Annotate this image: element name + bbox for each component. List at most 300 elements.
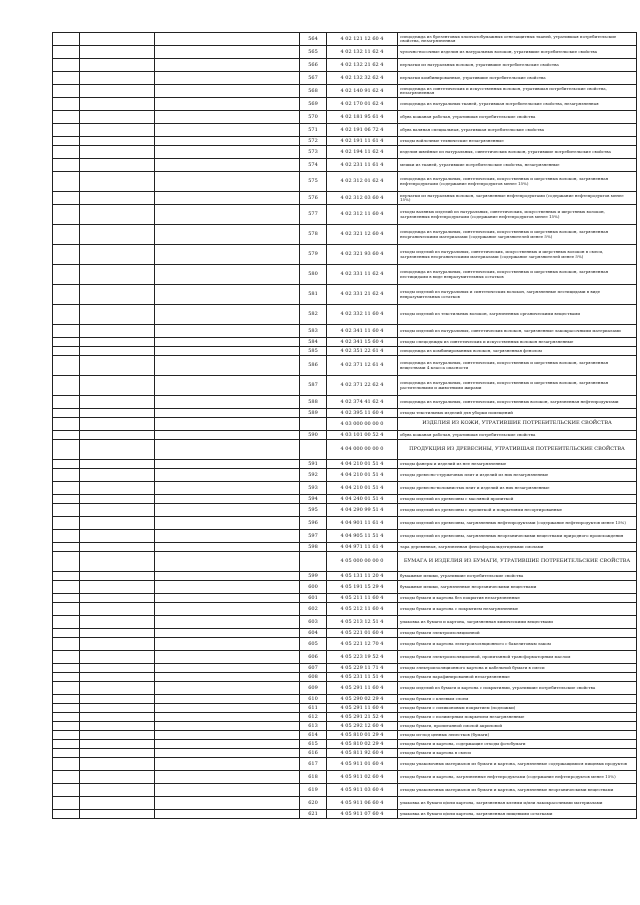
empty-cell	[80, 59, 155, 72]
empty-cell	[53, 771, 80, 784]
empty-cell	[80, 495, 155, 504]
empty-cell	[155, 305, 300, 325]
waste-code-cell: 4 02 341 11 60 4	[327, 325, 398, 338]
empty-cell	[53, 396, 80, 409]
empty-cell	[53, 797, 80, 810]
table-row	[53, 146, 637, 159]
row-number-cell: 596	[300, 517, 327, 530]
empty-cell	[53, 33, 80, 46]
empty-cell	[80, 409, 155, 418]
waste-name-cell: упаковка из бумаги и/или картона, загрязненная пищевыми остатками	[398, 810, 637, 819]
waste-name-cell: мешки из тканей, утратившие потребительские свойства, незагрязненные	[398, 159, 637, 172]
waste-name-cell: спецодежда из комбинированных волокон, загрязненная фенолом	[398, 347, 637, 356]
row-number-cell: 581	[300, 285, 327, 305]
waste-name-cell: отходы упаковочных материалов из бумаги и картона, загрязненные содержащимися пищевых продуктов	[398, 758, 637, 771]
empty-cell	[155, 46, 300, 59]
row-number-cell: 572	[300, 137, 327, 146]
empty-cell	[53, 810, 80, 819]
row-number-cell: 568	[300, 85, 327, 98]
waste-name-cell: изделия швейные из натуральных, синтетических волокон, утратившие потребительские свойства	[398, 146, 637, 159]
row-number-cell: 570	[300, 111, 327, 124]
empty-cell	[53, 543, 80, 552]
waste-code-cell: 4 03 101 00 52 4	[327, 431, 398, 440]
row-number-cell: 577	[300, 205, 327, 225]
waste-name-cell: ПРОДУКЦИЯ ИЗ ДРЕВЕСИНЫ, УТРАТИВШАЯ ПОТРЕБИТЕЛЬСКИЕ СВОЙСТВА	[398, 440, 637, 460]
empty-cell	[80, 704, 155, 713]
waste-name-cell: отходы изделий из бумаги и картона с покрытиями, утратившие потребительские свойства	[398, 682, 637, 695]
empty-cell	[155, 172, 300, 192]
empty-cell	[53, 629, 80, 638]
waste-name-cell: спецодежда из натуральных, синтетических, искусственных и шерстяных волокон, загрязненная веществами 4 класса опасности	[398, 356, 637, 376]
empty-cell	[80, 797, 155, 810]
empty-cell	[155, 722, 300, 731]
table-row	[53, 172, 637, 192]
empty-cell	[80, 305, 155, 325]
waste-code-cell: 4 02 395 11 60 4	[327, 409, 398, 418]
empty-cell	[155, 713, 300, 722]
row-number-cell: 609	[300, 682, 327, 695]
row-number-cell: 588	[300, 396, 327, 409]
empty-cell	[155, 810, 300, 819]
waste-name-cell: спецодежда из натуральных, синтетических, искусственных волокон, загрязненная нефтепродуктами	[398, 396, 637, 409]
empty-cell	[80, 594, 155, 603]
empty-cell	[53, 205, 80, 225]
empty-cell	[155, 33, 300, 46]
empty-cell	[80, 713, 155, 722]
waste-code-cell: 4 04 210 01 51 4	[327, 469, 398, 482]
waste-name-cell: отходы бумаги парафинированной незагрязненные	[398, 673, 637, 682]
empty-cell	[155, 673, 300, 682]
table-row	[53, 629, 637, 638]
row-number-cell: 575	[300, 172, 327, 192]
waste-name-cell: отходы из-под ценных лепестков (бумаги)	[398, 731, 637, 740]
empty-cell	[80, 192, 155, 205]
empty-cell	[155, 431, 300, 440]
empty-cell	[80, 758, 155, 771]
waste-name-cell: отходы изделий из древесины с пропиткой и покрытиями несортированные	[398, 504, 637, 517]
row-number-cell: 602	[300, 603, 327, 616]
waste-name-cell: отходы бумаги с клеевым слоем	[398, 695, 637, 704]
waste-code-cell: 4 02 351 22 61 4	[327, 347, 398, 356]
table-row	[53, 482, 637, 495]
empty-cell	[155, 396, 300, 409]
empty-cell	[53, 517, 80, 530]
table-row	[53, 638, 637, 651]
waste-code-cell: 4 05 911 03 60 4	[327, 784, 398, 797]
waste-name-cell: отходы бумаги, пропитанной смолой акриловой	[398, 722, 637, 731]
table-row	[53, 695, 637, 704]
waste-code-cell: 4 02 132 32 62 4	[327, 72, 398, 85]
table-row	[53, 530, 637, 543]
table-row	[53, 33, 637, 46]
empty-cell	[53, 137, 80, 146]
table-row	[53, 810, 637, 819]
row-number-cell: 574	[300, 159, 327, 172]
empty-cell	[80, 616, 155, 629]
row-number-cell: 610	[300, 695, 327, 704]
row-number-cell: 576	[300, 192, 327, 205]
row-number-cell: 586	[300, 356, 327, 376]
empty-cell	[80, 552, 155, 572]
table-row	[53, 396, 637, 409]
waste-name-cell: отходы фанеры и изделий из нее незагрязненные	[398, 460, 637, 469]
waste-code-cell: 4 05 911 02 60 4	[327, 771, 398, 784]
waste-name-cell: отходы изделий из натуральных и синтетических волокон, загрязненные пестицидами в виде невразумительных остатков	[398, 285, 637, 305]
row-number-cell: 592	[300, 469, 327, 482]
empty-cell	[53, 581, 80, 594]
row-number-cell: 601	[300, 594, 327, 603]
row-number-cell: 583	[300, 325, 327, 338]
waste-name-cell: БУМАГА И ИЗДЕЛИЯ ИЗ БУМАГИ, УТРАТИВШИЕ ПОТРЕБИТЕЛЬСКИЕ СВОЙСТВА	[398, 552, 637, 572]
empty-cell	[80, 440, 155, 460]
table-row	[53, 265, 637, 285]
waste-code-cell: 4 05 291 21 52 4	[327, 713, 398, 722]
waste-name-cell: перчатки из натуральных волокон, загрязненные нефтепродуктами (содержание нефтепродуктов менее 15%)	[398, 192, 637, 205]
empty-cell	[53, 46, 80, 59]
empty-cell	[53, 225, 80, 245]
empty-cell	[80, 338, 155, 347]
row-number-cell: 618	[300, 771, 327, 784]
empty-cell	[155, 285, 300, 305]
empty-cell	[80, 159, 155, 172]
empty-cell	[80, 265, 155, 285]
waste-code-cell: 4 03 000 00 00 0	[327, 418, 398, 431]
empty-cell	[80, 673, 155, 682]
row-number-cell: 608	[300, 673, 327, 682]
row-number-cell: 600	[300, 581, 327, 594]
table-row	[53, 673, 637, 682]
empty-cell	[80, 530, 155, 543]
waste-code-cell: 4 04 905 11 51 4	[327, 530, 398, 543]
table-row	[53, 124, 637, 137]
row-number-cell: 571	[300, 124, 327, 137]
row-number-cell: 605	[300, 638, 327, 651]
row-number-cell: 593	[300, 482, 327, 495]
table-row	[53, 111, 637, 124]
waste-name-cell: отходы войлочные технические незагрязненные	[398, 137, 637, 146]
waste-code-cell: 4 02 231 11 61 4	[327, 159, 398, 172]
waste-code-cell: 4 04 240 01 51 4	[327, 495, 398, 504]
empty-cell	[80, 749, 155, 758]
table-row	[53, 356, 637, 376]
row-number-cell: 604	[300, 629, 327, 638]
waste-code-cell: 4 02 181 95 61 4	[327, 111, 398, 124]
table-row	[53, 225, 637, 245]
row-number-cell: 564	[300, 33, 327, 46]
table-row	[53, 409, 637, 418]
row-number-cell: 598	[300, 543, 327, 552]
empty-cell	[155, 72, 300, 85]
table-row	[53, 338, 637, 347]
empty-cell	[80, 137, 155, 146]
empty-cell	[155, 638, 300, 651]
empty-cell	[80, 731, 155, 740]
table-row	[53, 572, 637, 581]
empty-cell	[155, 504, 300, 517]
empty-cell	[155, 225, 300, 245]
waste-code-cell: 4 05 000 00 00 0	[327, 552, 398, 572]
empty-cell	[53, 111, 80, 124]
empty-cell	[80, 431, 155, 440]
empty-cell	[80, 356, 155, 376]
waste-name-cell: спецодежда из натуральных тканей, утратившая потребительские свойства, незагрязненная	[398, 98, 637, 111]
empty-cell	[155, 731, 300, 740]
waste-code-cell: 4 05 131 11 20 4	[327, 572, 398, 581]
empty-cell	[53, 376, 80, 396]
empty-cell	[53, 356, 80, 376]
empty-cell	[155, 543, 300, 552]
waste-code-cell: 4 02 371 12 61 4	[327, 356, 398, 376]
empty-cell	[53, 682, 80, 695]
waste-code-cell: 4 02 374 41 62 4	[327, 396, 398, 409]
waste-code-cell: 4 02 321 12 60 4	[327, 225, 398, 245]
empty-cell	[53, 146, 80, 159]
waste-name-cell: ИЗДЕЛИЯ ИЗ КОЖИ, УТРАТИВШИЕ ПОТРЕБИТЕЛЬСКИЕ СВОЙСТВА	[398, 418, 637, 431]
empty-cell	[80, 469, 155, 482]
empty-cell	[53, 713, 80, 722]
table-row	[53, 504, 637, 517]
waste-code-cell: 4 02 132 21 62 4	[327, 59, 398, 72]
table-row	[53, 664, 637, 673]
empty-cell	[80, 225, 155, 245]
empty-cell	[53, 740, 80, 749]
row-number-cell: 614	[300, 731, 327, 740]
empty-cell	[80, 581, 155, 594]
empty-cell	[80, 629, 155, 638]
table-row	[53, 59, 637, 72]
empty-cell	[53, 731, 80, 740]
empty-cell	[80, 285, 155, 305]
row-number-cell: 620	[300, 797, 327, 810]
waste-name-cell: обувь кожаная рабочая, утратившая потребительские свойства	[398, 431, 637, 440]
row-number-cell: 565	[300, 46, 327, 59]
waste-name-cell: отходы бумаги и картона без покрытия незагрязненные	[398, 594, 637, 603]
empty-cell	[80, 543, 155, 552]
waste-name-cell: отходы электроизоляционного картона и кабельной бумаги в смеси	[398, 664, 637, 673]
waste-code-cell: 4 04 210 01 51 4	[327, 482, 398, 495]
table-row	[53, 651, 637, 664]
waste-code-cell: 4 05 229 11 71 4	[327, 664, 398, 673]
empty-cell	[80, 482, 155, 495]
table-row	[53, 376, 637, 396]
waste-name-cell: отходы изделий из текстильных волокон, загрязненных органическими веществами	[398, 305, 637, 325]
empty-cell	[80, 682, 155, 695]
empty-cell	[155, 59, 300, 72]
waste-code-cell: 4 02 191 11 61 4	[327, 137, 398, 146]
empty-cell	[80, 651, 155, 664]
row-number-cell: 578	[300, 225, 327, 245]
empty-cell	[53, 664, 80, 673]
waste-code-cell: 4 04 210 01 51 4	[327, 460, 398, 469]
empty-cell	[80, 784, 155, 797]
waste-name-cell: спецодежда из брезентовых хлопчатобумажных огнезащитных тканей, утратившая потребительские свойства, незагрязненная	[398, 33, 637, 46]
waste-name-cell: перчатки из натуральных волокон, утратившие потребительские свойства	[398, 59, 637, 72]
empty-cell	[80, 396, 155, 409]
row-number-cell: 569	[300, 98, 327, 111]
empty-cell	[155, 482, 300, 495]
empty-cell	[155, 159, 300, 172]
table-row	[53, 603, 637, 616]
empty-cell	[155, 347, 300, 356]
empty-cell	[53, 172, 80, 192]
waste-code-cell: 4 02 341 15 60 4	[327, 338, 398, 347]
table-row	[53, 245, 637, 265]
waste-name-cell: отходы бумаги с силиконовым покрытием (подложки)	[398, 704, 637, 713]
table-row	[53, 682, 637, 695]
waste-name-cell: спецодежда из натуральных, синтетических, искусственных и шерстяных волокон, загрязненная нефтепродуктами (содержание нефтепродуктов менее 15%)	[398, 172, 637, 192]
table-row	[53, 749, 637, 758]
row-number-cell: 607	[300, 664, 327, 673]
empty-cell	[155, 356, 300, 376]
waste-code-cell: 4 04 901 11 61 4	[327, 517, 398, 530]
waste-name-cell: отходы бумаги с полимерным покрытием незагрязненные	[398, 713, 637, 722]
waste-code-cell: 4 02 194 11 62 4	[327, 146, 398, 159]
table-row	[53, 517, 637, 530]
empty-cell	[155, 98, 300, 111]
row-number-cell: 603	[300, 616, 327, 629]
empty-cell	[53, 616, 80, 629]
waste-code-cell: 4 05 211 11 60 4	[327, 594, 398, 603]
empty-cell	[53, 338, 80, 347]
empty-cell	[155, 205, 300, 225]
waste-code-cell: 4 04 000 00 00 0	[327, 440, 398, 460]
table-row	[53, 704, 637, 713]
table-row	[53, 469, 637, 482]
waste-code-cell: 4 02 331 21 62 4	[327, 285, 398, 305]
empty-cell	[155, 338, 300, 347]
empty-cell	[155, 111, 300, 124]
row-number-cell: 590	[300, 431, 327, 440]
empty-cell	[155, 572, 300, 581]
empty-cell	[53, 98, 80, 111]
table-row	[53, 581, 637, 594]
empty-cell	[155, 682, 300, 695]
waste-code-cell: 4 05 911 06 60 4	[327, 797, 398, 810]
row-number-cell: 599	[300, 572, 327, 581]
waste-name-cell: перчатки комбинированные, утратившие потребительские свойства	[398, 72, 637, 85]
empty-cell	[80, 695, 155, 704]
empty-cell	[155, 594, 300, 603]
empty-cell	[53, 431, 80, 440]
table-row	[53, 713, 637, 722]
empty-cell	[80, 722, 155, 731]
waste-code-cell: 4 05 911 07 60 4	[327, 810, 398, 819]
empty-cell	[80, 245, 155, 265]
empty-cell	[80, 33, 155, 46]
waste-name-cell: отходы бумаги электроизоляционной	[398, 629, 637, 638]
waste-code-cell: 4 05 290 02 29 4	[327, 695, 398, 704]
waste-name-cell: спецодежда из синтетических и искусственных волокон, утратившая потребительские свойства, незагрязненная	[398, 85, 637, 98]
waste-code-cell: 4 05 291 11 60 4	[327, 682, 398, 695]
empty-cell	[53, 409, 80, 418]
empty-cell	[53, 673, 80, 682]
empty-cell	[53, 245, 80, 265]
empty-cell	[155, 146, 300, 159]
waste-name-cell: отходы древесно-волокнистых плит и изделий из них незагрязненные	[398, 482, 637, 495]
empty-cell	[53, 758, 80, 771]
table-row	[53, 616, 637, 629]
empty-cell	[155, 749, 300, 758]
table-row	[53, 758, 637, 771]
waste-name-cell: отходы текстильных изделий для уборки помещений	[398, 409, 637, 418]
table-row	[53, 192, 637, 205]
table-row	[53, 72, 637, 85]
row-number-cell: 597	[300, 530, 327, 543]
empty-cell	[80, 376, 155, 396]
waste-name-cell: спецодежда из натуральных, синтетических, искусственных и шерстяных волокон, загрязненная неорганическими материалами (содержание загрязнителей менее 5%)	[398, 225, 637, 245]
table-row	[53, 722, 637, 731]
waste-code-cell: 4 05 221 12 70 4	[327, 638, 398, 651]
waste-name-cell: спецодежда из натуральных, синтетических, искусственных и шерстяных волокон, загрязненная пестицидами в виде невразумительных остатков	[398, 265, 637, 285]
waste-code-cell: 4 02 321 93 60 4	[327, 245, 398, 265]
waste-code-cell: 4 02 312 01 62 4	[327, 172, 398, 192]
waste-name-cell: отходы бумаги и картона, содержащие отходы фотобумаги	[398, 740, 637, 749]
table-row	[53, 347, 637, 356]
empty-cell	[155, 740, 300, 749]
row-number-cell: 573	[300, 146, 327, 159]
table-row	[53, 784, 637, 797]
row-number-cell: 615	[300, 740, 327, 749]
row-number-cell	[300, 440, 327, 460]
waste-name-cell: отходы бумаги и картона с покрытием незагрязненные	[398, 603, 637, 616]
table-row	[53, 495, 637, 504]
waste-code-cell: 4 02 121 12 60 4	[327, 33, 398, 46]
empty-cell	[53, 530, 80, 543]
row-number-cell: 566	[300, 59, 327, 72]
waste-code-cell: 4 02 140 91 62 4	[327, 85, 398, 98]
empty-cell	[155, 469, 300, 482]
empty-cell	[53, 85, 80, 98]
row-number-cell: 612	[300, 713, 327, 722]
empty-cell	[155, 695, 300, 704]
empty-cell	[53, 285, 80, 305]
empty-cell	[53, 749, 80, 758]
table-row	[53, 137, 637, 146]
empty-cell	[80, 810, 155, 819]
empty-cell	[80, 504, 155, 517]
table-row	[53, 305, 637, 325]
row-number-cell: 594	[300, 495, 327, 504]
waste-code-cell: 4 05 221 01 60 4	[327, 629, 398, 638]
row-number-cell: 611	[300, 704, 327, 713]
table-row	[53, 594, 637, 603]
empty-cell	[80, 124, 155, 137]
row-number-cell: 606	[300, 651, 327, 664]
empty-cell	[155, 376, 300, 396]
empty-cell	[155, 192, 300, 205]
empty-cell	[155, 265, 300, 285]
table-row	[53, 325, 637, 338]
waste-code-cell: 4 05 212 11 60 4	[327, 603, 398, 616]
row-number-cell: 617	[300, 758, 327, 771]
empty-cell	[155, 784, 300, 797]
empty-cell	[155, 409, 300, 418]
waste-code-cell: 4 02 170 01 62 4	[327, 98, 398, 111]
waste-code-cell: 4 02 331 11 62 4	[327, 265, 398, 285]
empty-cell	[155, 495, 300, 504]
row-number-cell	[300, 418, 327, 431]
row-number-cell: 582	[300, 305, 327, 325]
waste-code-cell: 4 02 191 06 72 4	[327, 124, 398, 137]
waste-code-cell: 4 05 810 01 29 4	[327, 731, 398, 740]
table-row	[53, 98, 637, 111]
table-row	[53, 543, 637, 552]
empty-cell	[155, 418, 300, 431]
empty-cell	[80, 111, 155, 124]
waste-code-cell: 4 05 191 15 29 4	[327, 581, 398, 594]
empty-cell	[80, 771, 155, 784]
empty-cell	[53, 722, 80, 731]
